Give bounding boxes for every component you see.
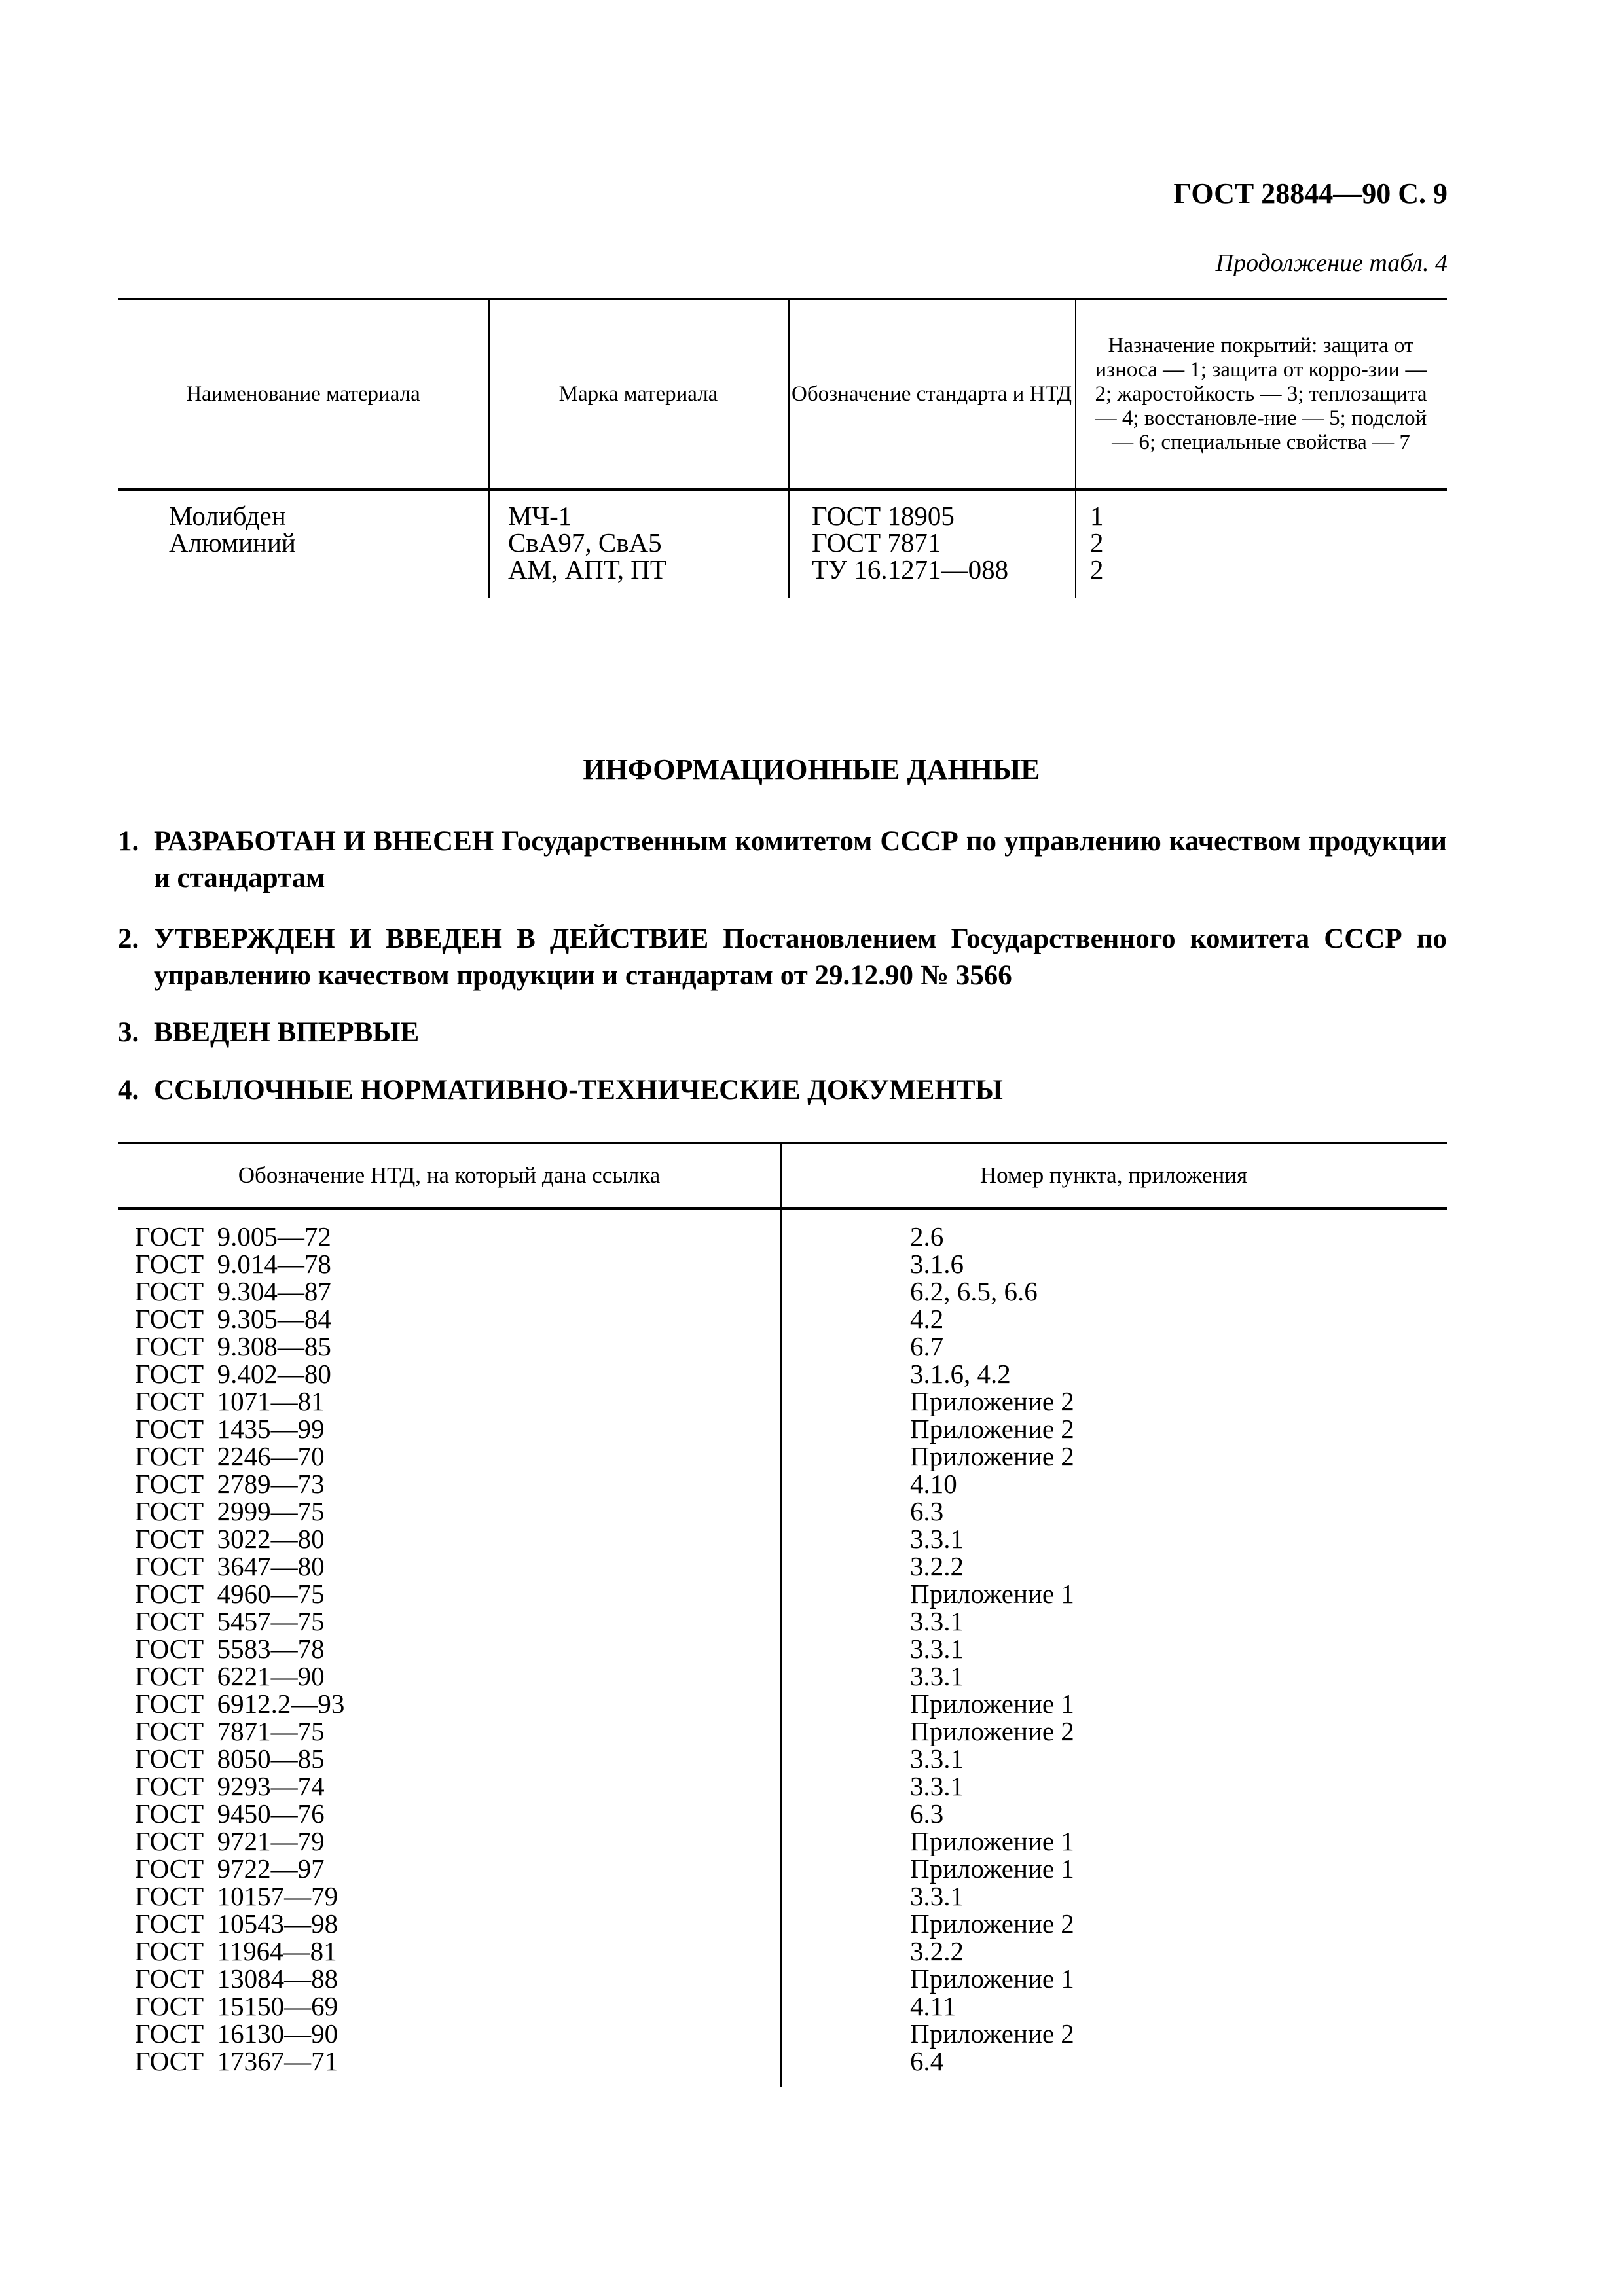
purposes-cell xyxy=(1090,503,1104,583)
info-item-3 xyxy=(118,1014,1447,1051)
reference-document: ГОСТ 9450—76 xyxy=(135,1799,325,1829)
info-item-lead: ВВЕДЕН ВПЕРВЫЕ xyxy=(154,1017,420,1048)
reference-document: ГОСТ 15150—69 xyxy=(135,1991,338,2021)
reference-point: 6.7 xyxy=(910,1331,944,1361)
reference-document: ГОСТ 9293—74 xyxy=(135,1771,325,1801)
table-row xyxy=(118,1303,1447,1334)
table-row xyxy=(118,1276,1447,1306)
reference-document: ГОСТ 2246—70 xyxy=(135,1441,325,1471)
materials-table-header xyxy=(118,298,1447,491)
table-row xyxy=(118,1605,1447,1636)
references-table xyxy=(118,1142,1447,2087)
table-row xyxy=(118,1880,1447,1911)
table-row xyxy=(118,1386,1447,1416)
table-row xyxy=(118,1221,1447,1251)
table-continuation-caption: Продолжение табл. 4 xyxy=(1215,249,1448,277)
reference-document: ГОСТ 2999—75 xyxy=(135,1496,325,1526)
header-document: Обозначение НТД, на который дана ссылка xyxy=(238,1162,661,1188)
reference-document: ГОСТ 7871—75 xyxy=(135,1716,325,1746)
reference-document: ГОСТ 2789—73 xyxy=(135,1469,325,1499)
reference-document: ГОСТ 9.402—80 xyxy=(135,1359,331,1389)
reference-document: ГОСТ 10543—98 xyxy=(135,1909,338,1939)
reference-point: Приложение 1 xyxy=(910,1826,1074,1856)
header-material-name: Наименование материала xyxy=(186,382,420,406)
coating-purpose: 2 xyxy=(1090,528,1104,558)
reference-point: 3.3.1 xyxy=(910,1524,964,1554)
table-row xyxy=(118,1523,1447,1554)
reference-document: ГОСТ 17367—71 xyxy=(135,2046,338,2076)
reference-document: ГОСТ 6221—90 xyxy=(135,1661,325,1691)
materials-table xyxy=(118,298,1447,598)
standard-designation: ГОСТ 18905 xyxy=(812,501,955,531)
header-coating-purpose: Назначение покрытий: защита от износа — 1; защита от корро-зии — 2; жаростойкость — 3; теплозащита — 4; восстановле-ние — 5; подслой — 6; специальные свойства — 7 xyxy=(1095,333,1427,454)
reference-document: ГОСТ 9.304—87 xyxy=(135,1276,331,1306)
reference-document: ГОСТ 16130—90 xyxy=(135,2018,338,2049)
table-row xyxy=(118,1963,1447,1994)
table-row xyxy=(118,1496,1447,1526)
material-grades-cell xyxy=(508,503,666,583)
reference-document: ГОСТ 13084—88 xyxy=(135,1964,338,1994)
references-table-header xyxy=(118,1142,1447,1210)
info-item-lead: УТВЕРЖДЕН И ВВЕДЕН В ДЕЙСТВИЕ xyxy=(154,924,709,954)
reference-document: ГОСТ 5457—75 xyxy=(135,1606,325,1636)
standard-designation: ТУ 16.1271—088 xyxy=(812,554,1009,584)
reference-document: ГОСТ 8050—85 xyxy=(135,1744,325,1774)
reference-document: ГОСТ 9721—79 xyxy=(135,1826,325,1856)
info-item-1 xyxy=(118,823,1447,897)
info-item-text: Государственным комитетом СССР по управлению качеством продукции и стандартам xyxy=(154,826,1448,893)
reference-point: Приложение 1 xyxy=(910,1579,1074,1609)
material-name: Алюминий xyxy=(169,528,296,558)
table-row xyxy=(118,1935,1447,1966)
table-row xyxy=(118,1825,1447,1856)
table-row xyxy=(118,2018,1447,2049)
info-item-text: Постановлением Государственного комитета СССР по управлению качеством продукции и стандартам от 29.12.90 № 3566 xyxy=(154,924,1448,991)
table-row xyxy=(118,2045,1447,2076)
reference-point: Приложение 2 xyxy=(910,1441,1074,1471)
material-name: Молибден xyxy=(169,501,286,531)
reference-point: 4.11 xyxy=(910,1991,957,2021)
reference-point: Приложение 2 xyxy=(910,1716,1074,1746)
material-grade: СвА97, СвА5 xyxy=(508,528,662,558)
standard-designation: ГОСТ 7871 xyxy=(812,528,941,558)
reference-point: Приложение 1 xyxy=(910,1689,1074,1719)
reference-document: ГОСТ 1435—99 xyxy=(135,1414,325,1444)
reference-point: 6.3 xyxy=(910,1496,944,1526)
table-row xyxy=(118,1358,1447,1389)
reference-document: ГОСТ 6912.2—93 xyxy=(135,1689,345,1719)
reference-document: ГОСТ 9.308—85 xyxy=(135,1331,331,1361)
reference-point: 4.2 xyxy=(910,1304,944,1334)
reference-document: ГОСТ 3022—80 xyxy=(135,1524,325,1554)
reference-document: ГОСТ 10157—79 xyxy=(135,1881,338,1911)
coating-purpose: 1 xyxy=(1090,501,1104,531)
table-row xyxy=(118,1798,1447,1829)
reference-document: ГОСТ 5583—78 xyxy=(135,1634,325,1664)
table-row xyxy=(118,1715,1447,1746)
reference-point: 3.3.1 xyxy=(910,1606,964,1636)
reference-document: ГОСТ 11964—81 xyxy=(135,1936,337,1966)
table-row xyxy=(118,1743,1447,1774)
reference-point: 6.2, 6.5, 6.6 xyxy=(910,1276,1038,1306)
info-item-number: 2. xyxy=(118,924,139,954)
coating-purpose: 2 xyxy=(1090,554,1104,584)
reference-point: 3.3.1 xyxy=(910,1634,964,1664)
reference-document: ГОСТ 9.305—84 xyxy=(135,1304,331,1334)
reference-document: ГОСТ 9.014—78 xyxy=(135,1249,331,1279)
reference-point: 3.3.1 xyxy=(910,1771,964,1801)
table-row xyxy=(118,1908,1447,1939)
table-row xyxy=(118,1853,1447,1884)
standards-cell xyxy=(812,503,1008,583)
table-row xyxy=(118,1248,1447,1279)
material-grade: МЧ-1 xyxy=(508,501,572,531)
table-row xyxy=(118,1660,1447,1691)
table-row xyxy=(118,1468,1447,1499)
header-point: Номер пункта, приложения xyxy=(979,1162,1248,1188)
material-names-cell xyxy=(169,503,296,556)
reference-document: ГОСТ 1071—81 xyxy=(135,1386,325,1416)
table-row xyxy=(118,1331,1447,1361)
header-standard: Обозначение стандарта и НТД xyxy=(792,382,1072,406)
reference-point: 3.1.6, 4.2 xyxy=(910,1359,1011,1389)
materials-table-body xyxy=(118,491,1447,598)
reference-point: 6.4 xyxy=(910,2046,944,2076)
reference-point: 3.1.6 xyxy=(910,1249,964,1279)
reference-point: 3.2.2 xyxy=(910,1551,964,1581)
table-row xyxy=(118,1551,1447,1581)
table-row xyxy=(118,1633,1447,1664)
table-row xyxy=(118,1770,1447,1801)
reference-point: 3.3.1 xyxy=(910,1881,964,1911)
page-header-title: ГОСТ 28844—90 С. 9 xyxy=(1173,177,1448,209)
reference-document: ГОСТ 9.005—72 xyxy=(135,1221,331,1251)
reference-point: 3.3.1 xyxy=(910,1744,964,1774)
reference-point: Приложение 1 xyxy=(910,1854,1074,1884)
reference-point: Приложение 2 xyxy=(910,2018,1074,2049)
info-item-number: 4. xyxy=(118,1075,139,1105)
table-row xyxy=(118,1413,1447,1444)
info-item-2 xyxy=(118,921,1447,994)
info-section-title: ИНФОРМАЦИОННЫЕ ДАННЫЕ xyxy=(583,753,1040,785)
reference-point: Приложение 2 xyxy=(910,1909,1074,1939)
table-row xyxy=(118,1688,1447,1719)
references-table-body xyxy=(118,1210,1447,2087)
reference-document: ГОСТ 4960—75 xyxy=(135,1579,325,1609)
reference-point: 2.6 xyxy=(910,1221,944,1251)
info-item-lead: РАЗРАБОТАН И ВНЕСЕН xyxy=(154,826,494,857)
reference-point: Приложение 2 xyxy=(910,1414,1074,1444)
table-row xyxy=(118,1441,1447,1471)
reference-document: ГОСТ 3647—80 xyxy=(135,1551,325,1581)
info-item-lead: ССЫЛОЧНЫЕ НОРМАТИВНО-ТЕХНИЧЕСКИЕ ДОКУМЕНТЫ xyxy=(154,1075,1003,1105)
reference-point: Приложение 1 xyxy=(910,1964,1074,1994)
reference-point: 3.3.1 xyxy=(910,1661,964,1691)
info-item-number: 1. xyxy=(118,826,139,857)
reference-point: 6.3 xyxy=(910,1799,944,1829)
header-material-grade: Марка материала xyxy=(558,382,718,406)
reference-point: 3.2.2 xyxy=(910,1936,964,1966)
material-grade: АМ, АПТ, ПТ xyxy=(508,554,666,584)
info-item-4 xyxy=(118,1072,1447,1109)
reference-point: 4.10 xyxy=(910,1469,957,1499)
table-row xyxy=(118,1990,1447,2021)
table-row xyxy=(118,1578,1447,1609)
reference-document: ГОСТ 9722—97 xyxy=(135,1854,325,1884)
info-item-number: 3. xyxy=(118,1017,139,1048)
reference-point: Приложение 2 xyxy=(910,1386,1074,1416)
